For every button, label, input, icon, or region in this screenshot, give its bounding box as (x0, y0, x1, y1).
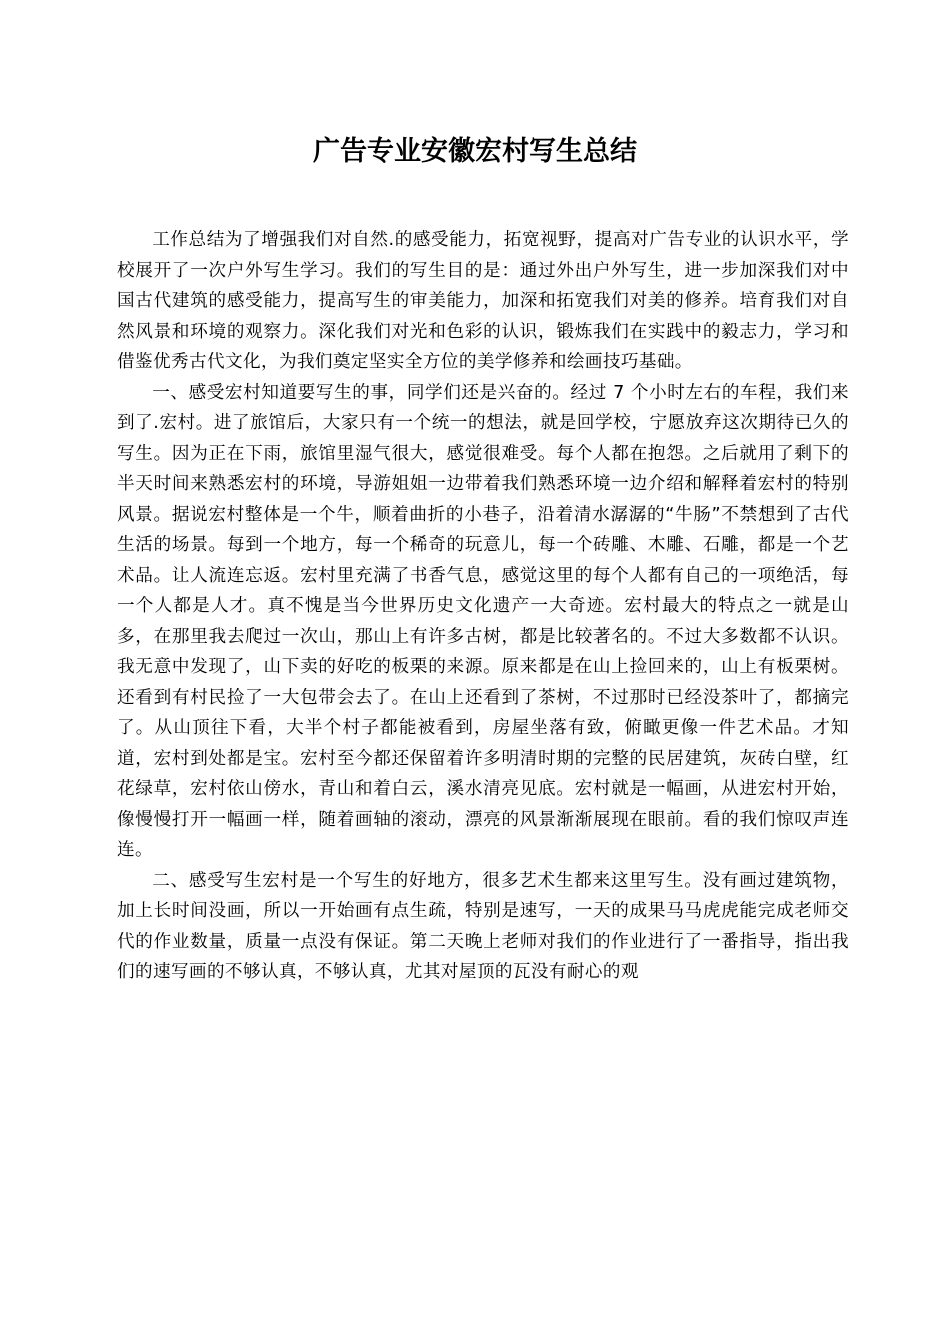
document-title: 广告专业安徽宏村写生总结 (313, 136, 637, 167)
paragraph-section-1: 一、感受宏村知道要写生的事，同学们还是兴奋的。经过 7 个小时左右的车程，我们来到了.宏村。进了旅馆后，大家只有一个统一的想法，就是回学校，宁愿放弃这次期待已久的写生。因为正在下雨，旅馆里湿气很大，感觉很难受。每个人都在抱怨。之后就用了剩下的半天时间来熟悉宏村的环境，导游姐姐一边带着我们熟悉环境一边介绍和解释着宏村的特别风景。据说宏村整体是一个牛，顺着曲折的小巷子，沿着清水潺潺的“牛肠”不禁想到了古代生活的场景。每到一个地方，每一个稀奇的玩意儿，每一个砖雕、木雕、石雕，都是一个艺术品。让人流连忘返。宏村里充满了书香气息，感觉这里的每个人都有自己的一项绝活，每一个人都是人才。真不愧是当今世界历史文化遗产一大奇迹。宏村最大的特点之一就是山多，在那里我去爬过一次山，那山上有许多古树，都是比较著名的。不过大多数都不认识。我无意中发现了，山下卖的好吃的板栗的来源。原来都是在山上捡回来的，山上有板栗树。还看到有村民捡了一大包带会去了。在山上还看到了茶树，不过那时已经没茶叶了，都摘完了。从山顶往下看，大半个村子都能被看到，房屋坐落有致，俯瞰更像一件艺术品。才知道，宏村到处都是宝。宏村至今都还保留着许多明清时期的完整的民居建筑，灰砖白壁，红花绿草，宏村依山傍水，青山和着白云，溪水清亮见底。宏村就是一幅画，从进宏村开始，像慢慢打开一幅画一样，随着画轴的滚动，漂亮的风景渐渐展现在眼前。看的我们惊叹声连连。 (117, 382, 849, 860)
document-body (117, 225, 849, 988)
paragraph-intro: 工作总结为了增强我们对自然.的感受能力，拓宽视野，提高对广告专业的认识水平，学校展开了一次户外写生学习。我们的写生目的是：通过外出户外写生，进一步加深我们对中国古代建筑的感受能力，提高写生的审美能力，加深和拓宽我们对美的修养。培育我们对自然风景和环境的观察力。深化我们对光和色彩的认识，锻炼我们在实践中的毅志力，学习和借鉴优秀古代文化，为我们奠定坚实全方位的美学修养和绘画技巧基础。 (117, 230, 849, 372)
paragraph-section-2: 二、感受写生宏村是一个写生的好地方，很多艺术生都来这里写生。没有画过建筑物，加上长时间没画，所以一开始画有点生疏，特别是速写，一天的成果马马虎虎能完成老师交代的作业数量，质量一点没有保证。第二天晚上老师对我们的作业进行了一番指导，指出我们的速写画的不够认真，不够认真，尤其对屋顶的瓦没有耐心的观 (117, 870, 849, 982)
